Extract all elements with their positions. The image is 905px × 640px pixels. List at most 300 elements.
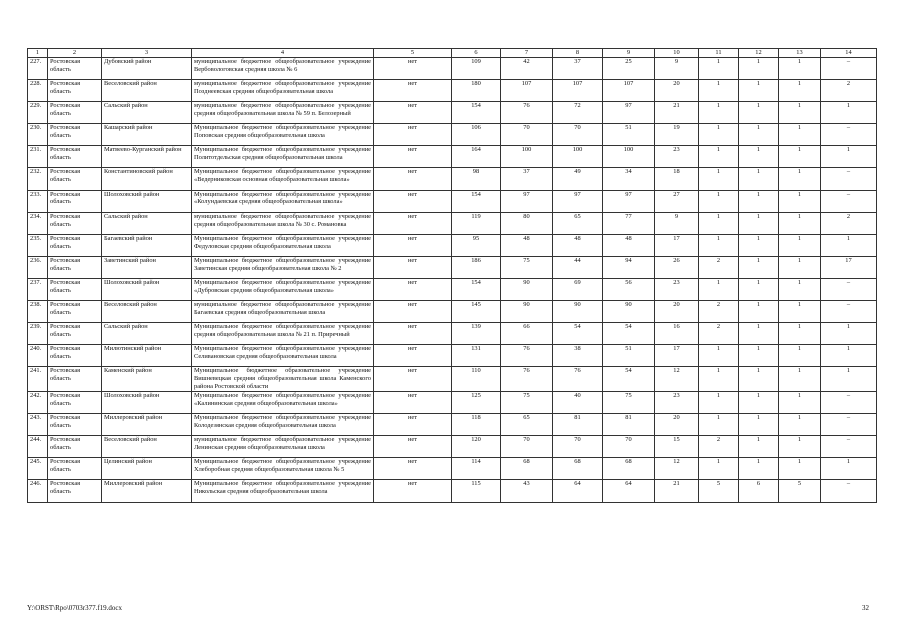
value-13-cell: 1 bbox=[779, 323, 821, 345]
school-name-cell: Муниципальное бюджетное образовательное учреждение Вишневецкая средняя общеобразовательная школа Каменского района Ростовской области bbox=[192, 367, 374, 392]
value-6-cell: 119 bbox=[452, 212, 501, 234]
value-13-cell: 1 bbox=[779, 168, 821, 190]
value-11-cell: 1 bbox=[699, 392, 739, 414]
value-7-cell: 80 bbox=[501, 212, 553, 234]
status-cell: нет bbox=[374, 458, 452, 480]
value-11-cell: 2 bbox=[699, 323, 739, 345]
value-13-cell: 1 bbox=[779, 212, 821, 234]
row-number-cell: 243. bbox=[28, 414, 48, 436]
value-10-cell: 20 bbox=[655, 414, 699, 436]
value-7-cell: 70 bbox=[501, 124, 553, 146]
value-6-cell: 106 bbox=[452, 124, 501, 146]
value-7-cell: 76 bbox=[501, 102, 553, 124]
value-9-cell: 56 bbox=[603, 278, 655, 300]
table-row bbox=[28, 146, 877, 168]
value-6-cell: 118 bbox=[452, 414, 501, 436]
row-number-cell: 245. bbox=[28, 458, 48, 480]
value-8-cell: 76 bbox=[553, 367, 603, 392]
value-11-cell: 1 bbox=[699, 234, 739, 256]
school-name-cell: Муниципальное бюджетное общеобразовательное учреждение Колодезянская средняя общеобразовательная школа bbox=[192, 414, 374, 436]
value-9-cell: 25 bbox=[603, 58, 655, 80]
value-14-cell: – bbox=[821, 480, 877, 502]
value-10-cell: 17 bbox=[655, 345, 699, 367]
district-cell: Милютинский район bbox=[102, 345, 192, 367]
value-10-cell: 15 bbox=[655, 436, 699, 458]
value-6-cell: 154 bbox=[452, 190, 501, 212]
value-12-cell: 1 bbox=[739, 436, 779, 458]
school-name-cell: муниципальное бюджетное общеобразовательное учреждение средняя общеобразовательная школа № 59 п. Белозерный bbox=[192, 102, 374, 124]
value-11-cell: 1 bbox=[699, 124, 739, 146]
value-14-cell: 1 bbox=[821, 234, 877, 256]
value-8-cell: 81 bbox=[553, 414, 603, 436]
value-9-cell: 94 bbox=[603, 256, 655, 278]
value-9-cell: 54 bbox=[603, 323, 655, 345]
column-number-11: 11 bbox=[699, 49, 739, 58]
column-number-14: 14 bbox=[821, 49, 877, 58]
status-cell: нет bbox=[374, 256, 452, 278]
school-name-cell: Муниципальное бюджетное общеобразовательное учреждение Никольская средняя общеобразовательная школа bbox=[192, 480, 374, 502]
region-cell: Ростовская область bbox=[48, 392, 102, 414]
region-cell: Ростовская область bbox=[48, 58, 102, 80]
row-number-cell: 231. bbox=[28, 146, 48, 168]
row-number-cell: 240. bbox=[28, 345, 48, 367]
region-cell: Ростовская область bbox=[48, 345, 102, 367]
district-cell: Матвеево-Курганский район bbox=[102, 146, 192, 168]
district-cell: Сальский район bbox=[102, 102, 192, 124]
value-10-cell: 20 bbox=[655, 80, 699, 102]
value-10-cell: 9 bbox=[655, 58, 699, 80]
table-header bbox=[28, 49, 877, 58]
value-10-cell: 9 bbox=[655, 212, 699, 234]
value-7-cell: 65 bbox=[501, 414, 553, 436]
value-7-cell: 75 bbox=[501, 392, 553, 414]
value-11-cell: 1 bbox=[699, 458, 739, 480]
district-cell: Веселовский район bbox=[102, 301, 192, 323]
value-10-cell: 23 bbox=[655, 146, 699, 168]
value-6-cell: 180 bbox=[452, 80, 501, 102]
value-9-cell: 75 bbox=[603, 392, 655, 414]
value-8-cell: 38 bbox=[553, 345, 603, 367]
value-8-cell: 49 bbox=[553, 168, 603, 190]
region-cell: Ростовская область bbox=[48, 458, 102, 480]
value-13-cell: 1 bbox=[779, 256, 821, 278]
status-cell: нет bbox=[374, 80, 452, 102]
value-9-cell: 97 bbox=[603, 190, 655, 212]
value-14-cell: 1 bbox=[821, 146, 877, 168]
value-6-cell: 95 bbox=[452, 234, 501, 256]
value-11-cell: 1 bbox=[699, 190, 739, 212]
value-14-cell: – bbox=[821, 168, 877, 190]
school-name-cell: Муниципальное бюджетное общеобразовательное учреждение «Калининская средняя общеобразовательная школа» bbox=[192, 392, 374, 414]
value-7-cell: 48 bbox=[501, 234, 553, 256]
value-13-cell: 1 bbox=[779, 190, 821, 212]
district-cell: Шолоховский район bbox=[102, 392, 192, 414]
value-10-cell: 12 bbox=[655, 458, 699, 480]
district-cell: Миллеровский район bbox=[102, 480, 192, 502]
district-cell: Миллеровский район bbox=[102, 414, 192, 436]
value-11-cell: 2 bbox=[699, 256, 739, 278]
value-6-cell: 98 bbox=[452, 168, 501, 190]
region-cell: Ростовская область bbox=[48, 323, 102, 345]
value-9-cell: 77 bbox=[603, 212, 655, 234]
value-10-cell: 19 bbox=[655, 124, 699, 146]
value-12-cell: 1 bbox=[739, 80, 779, 102]
value-10-cell: 23 bbox=[655, 392, 699, 414]
value-10-cell: 27 bbox=[655, 190, 699, 212]
value-14-cell: 1 bbox=[821, 458, 877, 480]
district-cell: Дубовский район bbox=[102, 58, 192, 80]
value-13-cell: 1 bbox=[779, 278, 821, 300]
row-number-cell: 236. bbox=[28, 256, 48, 278]
row-number-cell: 228. bbox=[28, 80, 48, 102]
district-cell: Сальский район bbox=[102, 212, 192, 234]
district-cell: Шолоховский район bbox=[102, 278, 192, 300]
value-14-cell: 17 bbox=[821, 256, 877, 278]
district-cell: Багаевский район bbox=[102, 234, 192, 256]
region-cell: Ростовская область bbox=[48, 80, 102, 102]
value-14-cell: 1 bbox=[821, 345, 877, 367]
table-row bbox=[28, 278, 877, 300]
school-name-cell: Муниципальное бюджетное общеобразовательное учреждение Селивановская средняя общеобразовательная школа bbox=[192, 345, 374, 367]
status-cell: нет bbox=[374, 436, 452, 458]
value-7-cell: 37 bbox=[501, 168, 553, 190]
value-12-cell: 1 bbox=[739, 168, 779, 190]
value-10-cell: 16 bbox=[655, 323, 699, 345]
value-9-cell: 64 bbox=[603, 480, 655, 502]
status-cell: нет bbox=[374, 323, 452, 345]
value-13-cell: 1 bbox=[779, 458, 821, 480]
value-8-cell: 107 bbox=[553, 80, 603, 102]
value-7-cell: 90 bbox=[501, 301, 553, 323]
value-7-cell: 75 bbox=[501, 256, 553, 278]
value-14-cell: 1 bbox=[821, 323, 877, 345]
value-6-cell: 154 bbox=[452, 102, 501, 124]
value-12-cell: 1 bbox=[739, 392, 779, 414]
table-row bbox=[28, 323, 877, 345]
status-cell: нет bbox=[374, 102, 452, 124]
value-6-cell: 145 bbox=[452, 301, 501, 323]
school-name-cell: муниципальное бюджетное общеобразовательное учреждение Вербовологовская средняя школа № 6 bbox=[192, 58, 374, 80]
table-row bbox=[28, 458, 877, 480]
value-13-cell: 1 bbox=[779, 58, 821, 80]
value-11-cell: 1 bbox=[699, 58, 739, 80]
value-8-cell: 68 bbox=[553, 458, 603, 480]
value-6-cell: 186 bbox=[452, 256, 501, 278]
value-8-cell: 69 bbox=[553, 278, 603, 300]
school-name-cell: муниципальное бюджетное общеобразовательное учреждение Ленинская средняя общеобразовательная школа bbox=[192, 436, 374, 458]
value-12-cell: 1 bbox=[739, 256, 779, 278]
table-row bbox=[28, 480, 877, 502]
schools-table bbox=[27, 48, 877, 503]
school-name-cell: муниципальное бюджетное общеобразовательное учреждение Багаевская средняя общеобразовательная школа bbox=[192, 301, 374, 323]
school-name-cell: Муниципальное бюджетное общеобразовательное учреждение «Дубровская средняя общеобразовательная школа» bbox=[192, 278, 374, 300]
region-cell: Ростовская область bbox=[48, 301, 102, 323]
district-cell: Шолоховский район bbox=[102, 190, 192, 212]
column-number-3: 3 bbox=[102, 49, 192, 58]
school-name-cell: Муниципальное бюджетное общеобразовательное учреждение Хлеборобная средняя общеобразовательная школа № 5 bbox=[192, 458, 374, 480]
table-row bbox=[28, 58, 877, 80]
column-number-5: 5 bbox=[374, 49, 452, 58]
district-cell: Целинский район bbox=[102, 458, 192, 480]
value-11-cell: 1 bbox=[699, 102, 739, 124]
row-number-cell: 229. bbox=[28, 102, 48, 124]
status-cell: нет bbox=[374, 234, 452, 256]
value-6-cell: 164 bbox=[452, 146, 501, 168]
value-7-cell: 70 bbox=[501, 436, 553, 458]
value-10-cell: 20 bbox=[655, 301, 699, 323]
value-12-cell: 1 bbox=[739, 58, 779, 80]
status-cell: нет bbox=[374, 392, 452, 414]
district-cell: Кашарский район bbox=[102, 124, 192, 146]
value-7-cell: 43 bbox=[501, 480, 553, 502]
school-name-cell: Муниципальное бюджетное общеобразовательное учреждение средняя общеобразовательная школа № 21 п. Приречный bbox=[192, 323, 374, 345]
school-name-cell: Муниципальное бюджетное общеобразовательное учреждение Поповская средняя общеобразовательная школа bbox=[192, 124, 374, 146]
value-14-cell: – bbox=[821, 301, 877, 323]
value-12-cell: 1 bbox=[739, 367, 779, 392]
value-6-cell: 125 bbox=[452, 392, 501, 414]
table-row bbox=[28, 256, 877, 278]
value-10-cell: 23 bbox=[655, 278, 699, 300]
value-13-cell: 1 bbox=[779, 414, 821, 436]
value-11-cell: 1 bbox=[699, 278, 739, 300]
value-9-cell: 107 bbox=[603, 80, 655, 102]
district-cell: Веселовский район bbox=[102, 436, 192, 458]
region-cell: Ростовская область bbox=[48, 190, 102, 212]
value-14-cell: – bbox=[821, 58, 877, 80]
district-cell: Заветинский район bbox=[102, 256, 192, 278]
value-13-cell: 1 bbox=[779, 146, 821, 168]
value-9-cell: 81 bbox=[603, 414, 655, 436]
column-number-1: 1 bbox=[28, 49, 48, 58]
value-6-cell: 154 bbox=[452, 278, 501, 300]
row-number-cell: 235. bbox=[28, 234, 48, 256]
row-number-cell: 232. bbox=[28, 168, 48, 190]
value-8-cell: 64 bbox=[553, 480, 603, 502]
table-row bbox=[28, 168, 877, 190]
status-cell: нет bbox=[374, 480, 452, 502]
value-12-cell: 1 bbox=[739, 102, 779, 124]
region-cell: Ростовская область bbox=[48, 124, 102, 146]
value-13-cell: 1 bbox=[779, 301, 821, 323]
value-8-cell: 90 bbox=[553, 301, 603, 323]
district-cell: Каменский район bbox=[102, 367, 192, 392]
row-number-cell: 241. bbox=[28, 367, 48, 392]
column-number-4: 4 bbox=[192, 49, 374, 58]
status-cell: нет bbox=[374, 367, 452, 392]
district-cell: Сальский район bbox=[102, 323, 192, 345]
table-row bbox=[28, 414, 877, 436]
status-cell: нет bbox=[374, 414, 452, 436]
value-10-cell: 21 bbox=[655, 480, 699, 502]
status-cell: нет bbox=[374, 190, 452, 212]
value-7-cell: 68 bbox=[501, 458, 553, 480]
value-9-cell: 100 bbox=[603, 146, 655, 168]
value-14-cell: 2 bbox=[821, 80, 877, 102]
value-8-cell: 40 bbox=[553, 392, 603, 414]
value-14-cell: 1 bbox=[821, 367, 877, 392]
value-8-cell: 100 bbox=[553, 146, 603, 168]
status-cell: нет bbox=[374, 168, 452, 190]
school-name-cell: Муниципальное бюджетное общеобразовательное учреждение Политотдельская средняя общеобразовательная школа bbox=[192, 146, 374, 168]
table-row bbox=[28, 436, 877, 458]
column-number-10: 10 bbox=[655, 49, 699, 58]
value-11-cell: 1 bbox=[699, 212, 739, 234]
column-number-6: 6 bbox=[452, 49, 501, 58]
value-13-cell: 1 bbox=[779, 102, 821, 124]
value-13-cell: 1 bbox=[779, 234, 821, 256]
value-6-cell: 114 bbox=[452, 458, 501, 480]
value-8-cell: 70 bbox=[553, 436, 603, 458]
row-number-cell: 230. bbox=[28, 124, 48, 146]
row-number-cell: 242. bbox=[28, 392, 48, 414]
table-row bbox=[28, 345, 877, 367]
region-cell: Ростовская область bbox=[48, 168, 102, 190]
school-name-cell: Муниципальное бюджетное общеобразовательное учреждение Федуловская средняя общеобразовательная школа bbox=[192, 234, 374, 256]
status-cell: нет bbox=[374, 301, 452, 323]
value-14-cell: – bbox=[821, 436, 877, 458]
value-13-cell: 1 bbox=[779, 436, 821, 458]
value-14-cell: 2 bbox=[821, 212, 877, 234]
row-number-cell: 233. bbox=[28, 190, 48, 212]
value-9-cell: 68 bbox=[603, 458, 655, 480]
value-7-cell: 97 bbox=[501, 190, 553, 212]
value-7-cell: 76 bbox=[501, 367, 553, 392]
value-11-cell: 1 bbox=[699, 414, 739, 436]
value-14-cell: – bbox=[821, 190, 877, 212]
row-number-cell: 227. bbox=[28, 58, 48, 80]
region-cell: Ростовская область bbox=[48, 367, 102, 392]
table-row bbox=[28, 212, 877, 234]
status-cell: нет bbox=[374, 278, 452, 300]
table-row bbox=[28, 234, 877, 256]
value-6-cell: 110 bbox=[452, 367, 501, 392]
value-10-cell: 26 bbox=[655, 256, 699, 278]
table-row bbox=[28, 124, 877, 146]
table-row bbox=[28, 367, 877, 392]
value-11-cell: 1 bbox=[699, 367, 739, 392]
page-number: 32 bbox=[862, 604, 869, 612]
value-7-cell: 42 bbox=[501, 58, 553, 80]
region-cell: Ростовская область bbox=[48, 102, 102, 124]
value-6-cell: 120 bbox=[452, 436, 501, 458]
value-6-cell: 109 bbox=[452, 58, 501, 80]
value-12-cell: 1 bbox=[739, 234, 779, 256]
value-14-cell: – bbox=[821, 278, 877, 300]
district-cell: Константиновский район bbox=[102, 168, 192, 190]
value-11-cell: 1 bbox=[699, 146, 739, 168]
value-8-cell: 97 bbox=[553, 190, 603, 212]
school-name-cell: Муниципальное бюджетное общеобразовательное учреждение Заветинская средняя общеобразовательная школа № 2 bbox=[192, 256, 374, 278]
region-cell: Ростовская область bbox=[48, 480, 102, 502]
school-name-cell: муниципальное бюджетное общеобразовательное учреждение средняя общеобразовательная школа № 30 с. Романовка bbox=[192, 212, 374, 234]
row-number-cell: 237. bbox=[28, 278, 48, 300]
row-number-cell: 244. bbox=[28, 436, 48, 458]
school-name-cell: Муниципальное бюджетное общеобразовательное учреждение «Колундаевская средняя общеобразовательная школа» bbox=[192, 190, 374, 212]
table-body bbox=[28, 58, 877, 503]
value-9-cell: 34 bbox=[603, 168, 655, 190]
row-number-cell: 238. bbox=[28, 301, 48, 323]
status-cell: нет bbox=[374, 345, 452, 367]
district-cell: Веселовский район bbox=[102, 80, 192, 102]
table-row bbox=[28, 190, 877, 212]
value-6-cell: 139 bbox=[452, 323, 501, 345]
column-number-8: 8 bbox=[553, 49, 603, 58]
value-13-cell: 1 bbox=[779, 345, 821, 367]
table-row bbox=[28, 301, 877, 323]
value-10-cell: 21 bbox=[655, 102, 699, 124]
column-number-13: 13 bbox=[779, 49, 821, 58]
value-13-cell: 1 bbox=[779, 124, 821, 146]
value-12-cell: 1 bbox=[739, 323, 779, 345]
value-13-cell: 1 bbox=[779, 80, 821, 102]
region-cell: Ростовская область bbox=[48, 256, 102, 278]
value-12-cell: 1 bbox=[739, 124, 779, 146]
value-9-cell: 48 bbox=[603, 234, 655, 256]
region-cell: Ростовская область bbox=[48, 278, 102, 300]
school-name-cell: Муниципальное бюджетное общеобразовательное учреждение «Ведерниковская основная общеобразовательная школа» bbox=[192, 168, 374, 190]
value-10-cell: 18 bbox=[655, 168, 699, 190]
value-8-cell: 54 bbox=[553, 323, 603, 345]
value-6-cell: 131 bbox=[452, 345, 501, 367]
column-number-row bbox=[28, 49, 877, 58]
school-name-cell: муниципальное бюджетное общеобразовательное учреждение Позднеевская средняя общеобразовательная школа bbox=[192, 80, 374, 102]
value-11-cell: 2 bbox=[699, 436, 739, 458]
value-7-cell: 100 bbox=[501, 146, 553, 168]
value-7-cell: 90 bbox=[501, 278, 553, 300]
column-number-9: 9 bbox=[603, 49, 655, 58]
value-8-cell: 72 bbox=[553, 102, 603, 124]
status-cell: нет bbox=[374, 124, 452, 146]
value-12-cell: 1 bbox=[739, 190, 779, 212]
value-14-cell: – bbox=[821, 414, 877, 436]
value-9-cell: 90 bbox=[603, 301, 655, 323]
region-cell: Ростовская область bbox=[48, 436, 102, 458]
row-number-cell: 239. bbox=[28, 323, 48, 345]
value-12-cell: 1 bbox=[739, 212, 779, 234]
value-8-cell: 70 bbox=[553, 124, 603, 146]
value-10-cell: 17 bbox=[655, 234, 699, 256]
column-number-7: 7 bbox=[501, 49, 553, 58]
value-13-cell: 1 bbox=[779, 367, 821, 392]
value-10-cell: 12 bbox=[655, 367, 699, 392]
value-8-cell: 37 bbox=[553, 58, 603, 80]
value-12-cell: 1 bbox=[739, 414, 779, 436]
value-9-cell: 54 bbox=[603, 367, 655, 392]
row-number-cell: 246. bbox=[28, 480, 48, 502]
value-11-cell: 1 bbox=[699, 168, 739, 190]
region-cell: Ростовская область bbox=[48, 146, 102, 168]
value-9-cell: 97 bbox=[603, 102, 655, 124]
value-9-cell: 51 bbox=[603, 124, 655, 146]
value-11-cell: 1 bbox=[699, 80, 739, 102]
footer-file-path: Y:\ORST\Rpo\0703r377.f19.docx bbox=[27, 604, 123, 612]
column-number-12: 12 bbox=[739, 49, 779, 58]
value-12-cell: 1 bbox=[739, 345, 779, 367]
table-row bbox=[28, 102, 877, 124]
value-9-cell: 70 bbox=[603, 436, 655, 458]
value-13-cell: 5 bbox=[779, 480, 821, 502]
value-8-cell: 65 bbox=[553, 212, 603, 234]
value-8-cell: 48 bbox=[553, 234, 603, 256]
table-row bbox=[28, 392, 877, 414]
value-12-cell: 1 bbox=[739, 278, 779, 300]
value-13-cell: 1 bbox=[779, 392, 821, 414]
value-7-cell: 66 bbox=[501, 323, 553, 345]
status-cell: нет bbox=[374, 212, 452, 234]
value-12-cell: 1 bbox=[739, 146, 779, 168]
row-number-cell: 234. bbox=[28, 212, 48, 234]
value-14-cell: 1 bbox=[821, 102, 877, 124]
